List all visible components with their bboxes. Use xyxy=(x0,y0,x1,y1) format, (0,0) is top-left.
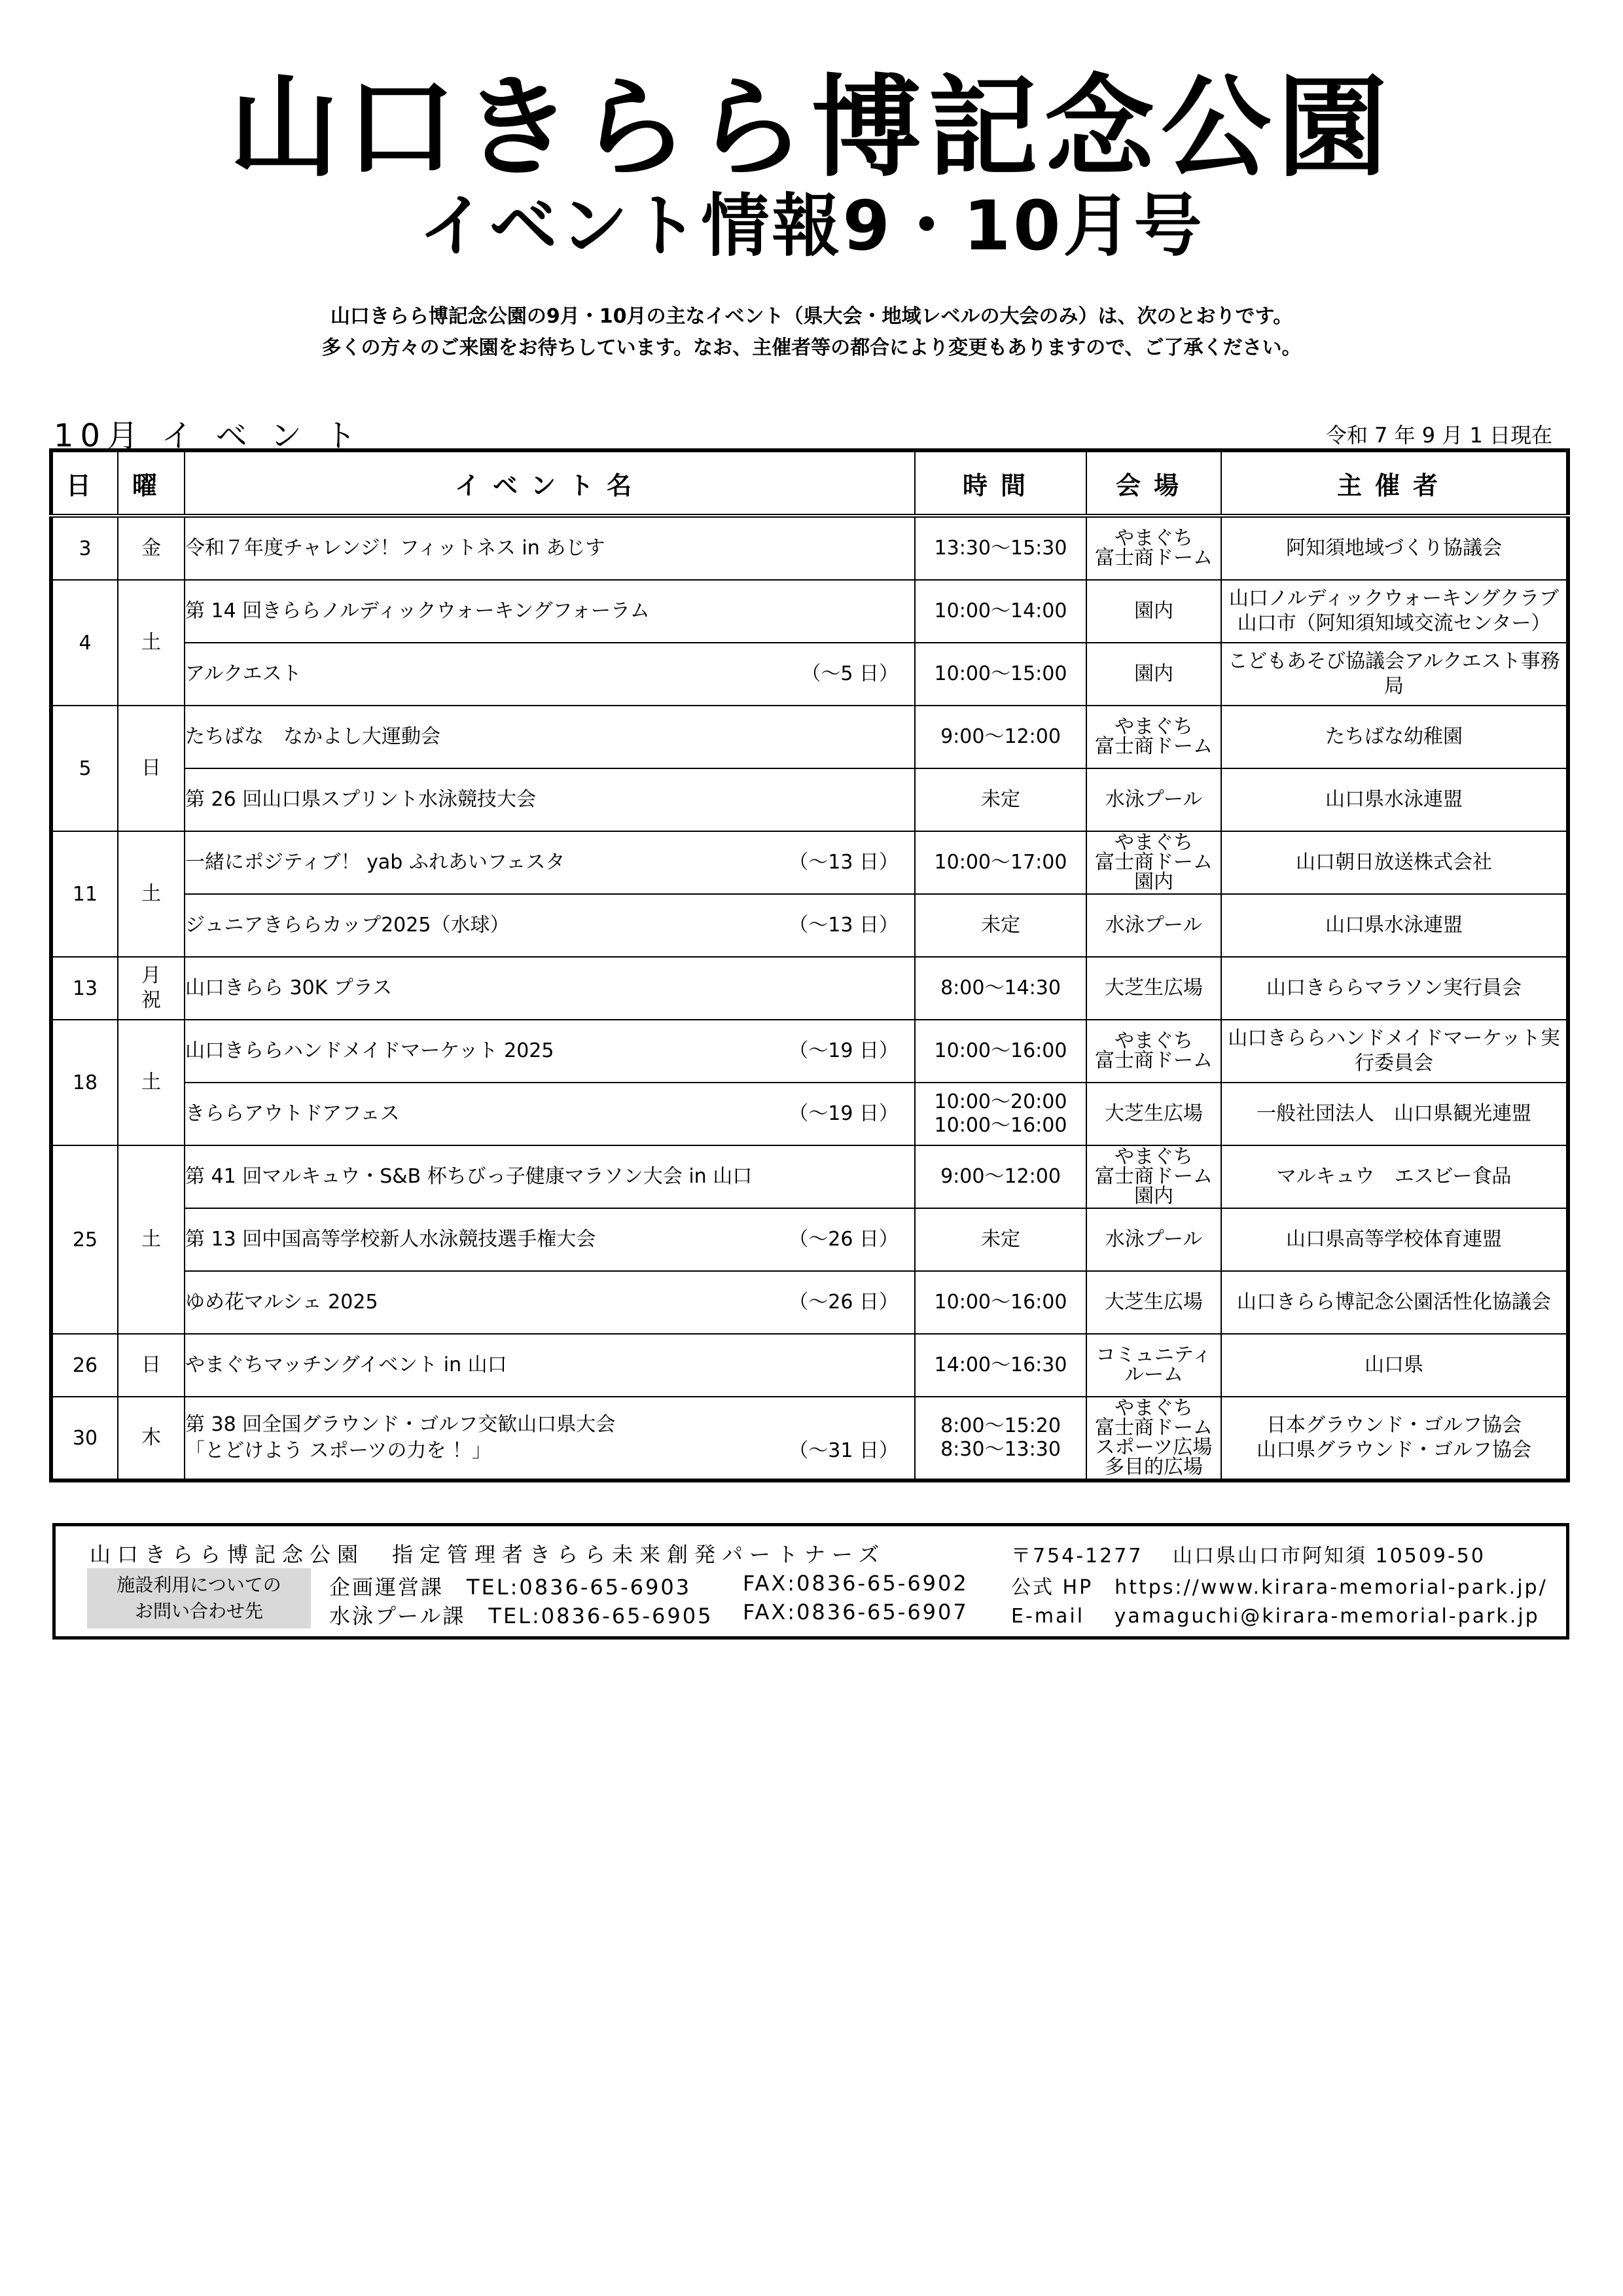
event-name-text: アルクエスト xyxy=(185,662,302,685)
event-name-text: 第 26 回山口県スプリント水泳競技大会 xyxy=(185,788,537,811)
venue-line: 大芝生広場 xyxy=(1105,1291,1203,1314)
organizer-line: マルキュウ エスビー食品 xyxy=(1276,1165,1512,1188)
events-table xyxy=(49,448,1570,1482)
contact-footer xyxy=(52,1523,1569,1640)
event-name-text: たちばな なかよし大運動会 xyxy=(185,725,440,748)
cell-organizer xyxy=(1221,1145,1568,1208)
venue-line: 園内 xyxy=(1134,600,1173,622)
event-name-line xyxy=(185,1227,914,1253)
time-line: 8:00～15:20 xyxy=(940,1414,1061,1437)
event-name-text: 山口きららハンドメイドマーケット 2025 xyxy=(185,1039,554,1062)
table-row xyxy=(51,1145,1568,1208)
cell-organizer xyxy=(1221,643,1568,706)
time-line: 10:00～20:00 xyxy=(934,1090,1067,1113)
cell-weekday xyxy=(118,1020,185,1145)
cell-organizer xyxy=(1221,831,1568,894)
organizer-line: 山口きららハンドメイドマーケット実行委員会 xyxy=(1228,1027,1560,1075)
cell-venue xyxy=(1086,1020,1221,1083)
cell-day: 4 xyxy=(51,580,118,706)
event-name-line xyxy=(185,1412,914,1438)
cell-day: 30 xyxy=(51,1397,118,1480)
cell-day: 5 xyxy=(51,706,118,831)
cell-time xyxy=(915,706,1086,768)
time-line: 10:00～15:00 xyxy=(934,662,1067,685)
event-name-line xyxy=(185,787,914,813)
cell-time xyxy=(915,1145,1086,1208)
weekday-line: 日 xyxy=(141,757,161,780)
footer-label-line: お問い合わせ先 xyxy=(134,1600,263,1622)
event-name-line xyxy=(185,975,914,1001)
cell-day: 13 xyxy=(51,957,118,1020)
venue-line: コミュニティ xyxy=(1096,1344,1212,1367)
time-line: 10:00～17:00 xyxy=(934,851,1067,874)
time-line: 8:30～13:30 xyxy=(940,1438,1061,1461)
weekday-line: 土 xyxy=(141,1228,161,1251)
cell-weekday xyxy=(118,706,185,831)
venue-line: やまぐち xyxy=(1115,715,1193,738)
cell-event-name xyxy=(185,831,915,894)
organizer-line: 山口ノルディックウォーキングクラブ xyxy=(1228,587,1560,610)
time-line: 未定 xyxy=(981,1228,1020,1251)
cell-organizer xyxy=(1221,1334,1568,1397)
cell-time xyxy=(915,1397,1086,1480)
cell-venue xyxy=(1086,1334,1221,1397)
organizer-line: 日本グラウンド・ゴルフ協会 xyxy=(1266,1414,1522,1437)
organizer-line: 山口県高等学校体育連盟 xyxy=(1286,1228,1502,1251)
as-of-date: 令和 7 年 9 月 1 日現在 xyxy=(1325,423,1552,448)
event-period: （～26 日） xyxy=(789,1291,899,1314)
cell-venue xyxy=(1086,516,1221,580)
organizer-line: 山口県グラウンド・ゴルフ協会 xyxy=(1257,1439,1531,1462)
cell-venue xyxy=(1086,768,1221,831)
cell-event-name xyxy=(185,1271,915,1334)
event-name-line xyxy=(185,850,914,876)
table-row xyxy=(51,516,1568,580)
event-name-line xyxy=(185,598,914,624)
event-period: （～13 日） xyxy=(789,914,899,937)
event-name-text: 第 14 回きららノルディックウォーキングフォーラム xyxy=(185,600,650,622)
header-event: イベント名 xyxy=(185,450,915,516)
event-name-text: やまぐちマッチングイベント in 山口 xyxy=(185,1354,507,1376)
event-name-line xyxy=(185,535,914,562)
event-name-text: きららアウトドアフェス xyxy=(185,1102,400,1125)
venue-line: 富士商ドーム xyxy=(1095,547,1213,569)
venue-line: 園内 xyxy=(1134,870,1173,893)
cell-weekday xyxy=(118,831,185,957)
cell-time xyxy=(915,1271,1086,1334)
cell-event-name xyxy=(185,957,915,1020)
cell-weekday xyxy=(118,516,185,580)
cell-event-name xyxy=(185,1397,915,1480)
organizer-line: 山口県水泳連盟 xyxy=(1325,788,1463,811)
page-subtitle: イベント情報9・10月号 xyxy=(418,186,1205,266)
time-line: 未定 xyxy=(981,914,1020,937)
table-row xyxy=(51,706,1568,768)
event-period: （～13 日） xyxy=(789,851,899,874)
footer-dept-planning: 企画運営課 TEL:0836-65-6903 xyxy=(329,1575,692,1600)
weekday-line: 土 xyxy=(141,1071,161,1094)
header-venue: 会場 xyxy=(1086,450,1221,516)
table-row xyxy=(51,1334,1568,1397)
footer-email-link[interactable]: E-mail yamaguchi@kirara-memorial-park.jp xyxy=(1011,1605,1540,1628)
event-name-text: 山口きらら 30K プラス xyxy=(185,977,393,999)
cell-time xyxy=(915,643,1086,706)
organizer-line: 山口きらら博記念公園活性化協議会 xyxy=(1237,1291,1551,1314)
header-organizer: 主催者 xyxy=(1221,450,1568,516)
cell-venue xyxy=(1086,1208,1221,1271)
cell-organizer xyxy=(1221,516,1568,580)
venue-line: 水泳プール xyxy=(1105,914,1203,937)
cell-venue xyxy=(1086,1271,1221,1334)
event-name-line xyxy=(185,1038,914,1064)
cell-organizer xyxy=(1221,580,1568,643)
cell-organizer xyxy=(1221,1083,1568,1145)
event-name-line xyxy=(185,661,914,687)
event-period: （～26 日） xyxy=(789,1228,899,1251)
time-line: 未定 xyxy=(981,788,1020,811)
table-row xyxy=(51,1020,1568,1083)
organizer-line: 山口市（阿知須知域交流センター） xyxy=(1237,612,1551,635)
event-name-line xyxy=(185,1352,914,1378)
cell-venue xyxy=(1086,643,1221,706)
cell-organizer xyxy=(1221,1397,1568,1480)
cell-day: 26 xyxy=(51,1334,118,1397)
event-period: （～19 日） xyxy=(789,1102,899,1125)
table-row xyxy=(51,1271,1568,1334)
weekday-line: 日 xyxy=(141,1354,161,1376)
venue-line: 大芝生広場 xyxy=(1105,1102,1203,1125)
time-line: 9:00～12:00 xyxy=(940,725,1061,748)
event-name-text: ゆめ花マルシェ 2025 xyxy=(185,1291,378,1314)
cell-venue xyxy=(1086,1145,1221,1208)
event-name-line xyxy=(185,1164,914,1190)
time-line: 10:00～16:00 xyxy=(934,1114,1067,1137)
venue-line: やまぐち xyxy=(1115,831,1193,854)
cell-organizer xyxy=(1221,1208,1568,1271)
venue-line: 富士商ドーム xyxy=(1095,1165,1213,1188)
venue-line: 多目的広場 xyxy=(1105,1456,1203,1479)
weekday-line: 祝 xyxy=(141,989,161,1012)
footer-heading: 山口きらら博記念公園 指定管理者きらら未来創発パートナーズ xyxy=(90,1542,886,1567)
cell-event-name xyxy=(185,1334,915,1397)
table-row xyxy=(51,1208,1568,1271)
events-table-body xyxy=(51,516,1568,1480)
event-name-text: 第 38 回全国グラウンド・ゴルフ交歓山口県大会 xyxy=(185,1413,616,1436)
event-name-text: 一緒にポジティブ！ yab ふれあいフェスタ xyxy=(185,851,565,874)
weekday-line: 金 xyxy=(141,537,161,560)
footer-address: 〒754-1277 山口県山口市阿知須 10509-50 xyxy=(1011,1545,1486,1568)
cell-weekday xyxy=(118,580,185,706)
event-name-text: 「とどけよう スポーツの力を ！」 xyxy=(185,1439,491,1462)
venue-line: やまぐち xyxy=(1115,1145,1193,1168)
intro-line-1: 山口きらら博記念公園の9月・10月の主なイベント（県大会・地域レベルの大会のみ）は、次のとおりです。 xyxy=(330,305,1293,328)
cell-time xyxy=(915,831,1086,894)
table-row xyxy=(51,831,1568,894)
table-row xyxy=(51,580,1568,643)
section-title: 10月 イ ベ ン ト xyxy=(54,418,363,454)
footer-inquiry-label xyxy=(87,1568,311,1628)
cell-weekday xyxy=(118,1145,185,1334)
footer-fax-planning: FAX:0836-65-6902 xyxy=(743,1571,969,1596)
cell-time xyxy=(915,894,1086,957)
venue-line: 大芝生広場 xyxy=(1105,977,1203,999)
event-period: （～31 日） xyxy=(789,1439,899,1462)
cell-day: 18 xyxy=(51,1020,118,1145)
event-name-line xyxy=(185,724,914,750)
weekday-line: 土 xyxy=(141,882,161,905)
footer-fax-pool: FAX:0836-65-6907 xyxy=(743,1600,969,1624)
table-row xyxy=(51,643,1568,706)
cell-event-name xyxy=(185,768,915,831)
cell-event-name xyxy=(185,706,915,768)
cell-weekday xyxy=(118,1397,185,1480)
cell-time xyxy=(915,1083,1086,1145)
event-name-text: 第 13 回中国高等学校新人水泳競技選手権大会 xyxy=(185,1228,596,1251)
venue-line: 園内 xyxy=(1134,662,1173,685)
cell-time xyxy=(915,1334,1086,1397)
time-line: 8:00～14:30 xyxy=(940,977,1061,999)
cell-time xyxy=(915,1208,1086,1271)
cell-time xyxy=(915,516,1086,580)
table-row xyxy=(51,1083,1568,1145)
cell-event-name xyxy=(185,894,915,957)
cell-weekday xyxy=(118,1334,185,1397)
cell-organizer xyxy=(1221,768,1568,831)
organizer-line: 一般社団法人 山口県観光連盟 xyxy=(1257,1102,1531,1125)
venue-line: ルーム xyxy=(1124,1363,1183,1386)
venue-line: 富士商ドーム xyxy=(1095,1049,1213,1072)
cell-time xyxy=(915,580,1086,643)
weekday-line: 月 xyxy=(141,964,161,987)
organizer-line: 阿知須地域づくり協議会 xyxy=(1286,537,1502,560)
venue-line: 園内 xyxy=(1134,1185,1173,1208)
venue-line: 富士商ドーム xyxy=(1095,1416,1213,1439)
cell-venue xyxy=(1086,957,1221,1020)
cell-organizer xyxy=(1221,1271,1568,1334)
footer-label-line: 施設利用についての xyxy=(116,1574,281,1596)
table-row xyxy=(51,894,1568,957)
cell-event-name xyxy=(185,1208,915,1271)
organizer-line: 山口きららマラソン実行員会 xyxy=(1266,977,1522,999)
table-row xyxy=(51,768,1568,831)
cell-organizer xyxy=(1221,1020,1568,1083)
cell-day: 11 xyxy=(51,831,118,957)
event-name-line xyxy=(185,1101,914,1127)
page-title: 山口きらら博記念公園 xyxy=(229,63,1394,192)
table-header-row xyxy=(51,450,1568,516)
event-name-text: ジュニアきららカップ2025（水球） xyxy=(185,914,510,937)
venue-line: 水泳プール xyxy=(1105,1228,1203,1251)
cell-time xyxy=(915,957,1086,1020)
venue-line: やまぐち xyxy=(1115,1397,1193,1420)
cell-event-name xyxy=(185,643,915,706)
cell-organizer xyxy=(1221,706,1568,768)
cell-venue xyxy=(1086,1397,1221,1480)
time-line: 10:00～16:00 xyxy=(934,1039,1067,1062)
venue-line: やまぐち xyxy=(1115,527,1193,550)
table-row xyxy=(51,957,1568,1020)
cell-day: 25 xyxy=(51,1145,118,1334)
event-name-line xyxy=(185,912,914,939)
intro-line-2: 多くの方々のご来園をお待ちしています。なお、主催者等の都合により変更もありますので、ご了承ください。 xyxy=(321,336,1302,359)
table-row xyxy=(51,1397,1568,1480)
cell-event-name xyxy=(185,1020,915,1083)
cell-venue xyxy=(1086,831,1221,894)
header-day: 日 xyxy=(51,450,118,516)
time-line: 10:00～16:00 xyxy=(934,1291,1067,1314)
time-line: 10:00～14:00 xyxy=(934,600,1067,622)
footer-website-link[interactable]: 公式 HP https://www.kirara-memorial-park.jp/ xyxy=(1011,1576,1548,1599)
event-period: （～5 日） xyxy=(801,662,899,685)
time-line: 13:30～15:30 xyxy=(934,537,1067,560)
event-name-line xyxy=(185,1438,914,1464)
venue-line: 富士商ドーム xyxy=(1095,735,1213,758)
venue-line: 富士商ドーム xyxy=(1095,851,1213,874)
footer-label-line xyxy=(87,1572,311,1624)
event-name-text: 第 41 回マルキュウ・S&B 杯ちびっ子健康マラソン大会 in 山口 xyxy=(185,1165,753,1188)
header-time: 時間 xyxy=(915,450,1086,516)
weekday-line: 土 xyxy=(141,631,161,654)
event-name-text: 令和７年度チャレンジ！フィットネス in あじす xyxy=(185,537,605,560)
organizer-line: 山口県 xyxy=(1364,1354,1423,1376)
cell-event-name xyxy=(185,580,915,643)
time-line: 9:00～12:00 xyxy=(940,1165,1061,1188)
header-weekday: 曜 xyxy=(118,450,185,516)
organizer-line: こどもあそび協議会アルクエスト事務局 xyxy=(1228,650,1560,698)
cell-venue xyxy=(1086,894,1221,957)
cell-weekday xyxy=(118,957,185,1020)
cell-venue xyxy=(1086,580,1221,643)
weekday-line: 木 xyxy=(141,1426,161,1449)
venue-line: 水泳プール xyxy=(1105,788,1203,811)
cell-organizer xyxy=(1221,957,1568,1020)
organizer-line: 山口朝日放送株式会社 xyxy=(1296,851,1492,874)
organizer-line: 山口県水泳連盟 xyxy=(1325,914,1463,937)
cell-event-name xyxy=(185,1083,915,1145)
event-period: （～19 日） xyxy=(789,1039,899,1062)
cell-event-name xyxy=(185,516,915,580)
event-name-line xyxy=(185,1289,914,1316)
time-line: 14:00～16:30 xyxy=(934,1354,1067,1376)
organizer-line: たちばな幼稚園 xyxy=(1325,725,1463,748)
cell-day: 3 xyxy=(51,516,118,580)
cell-venue xyxy=(1086,1083,1221,1145)
cell-time xyxy=(915,768,1086,831)
venue-line: やまぐち xyxy=(1115,1030,1193,1052)
cell-time xyxy=(915,1020,1086,1083)
cell-venue xyxy=(1086,706,1221,768)
venue-line: スポーツ広場 xyxy=(1095,1436,1213,1459)
footer-dept-pool: 水泳プール課 TEL:0836-65-6905 xyxy=(329,1604,713,1628)
cell-event-name xyxy=(185,1145,915,1208)
cell-organizer xyxy=(1221,894,1568,957)
